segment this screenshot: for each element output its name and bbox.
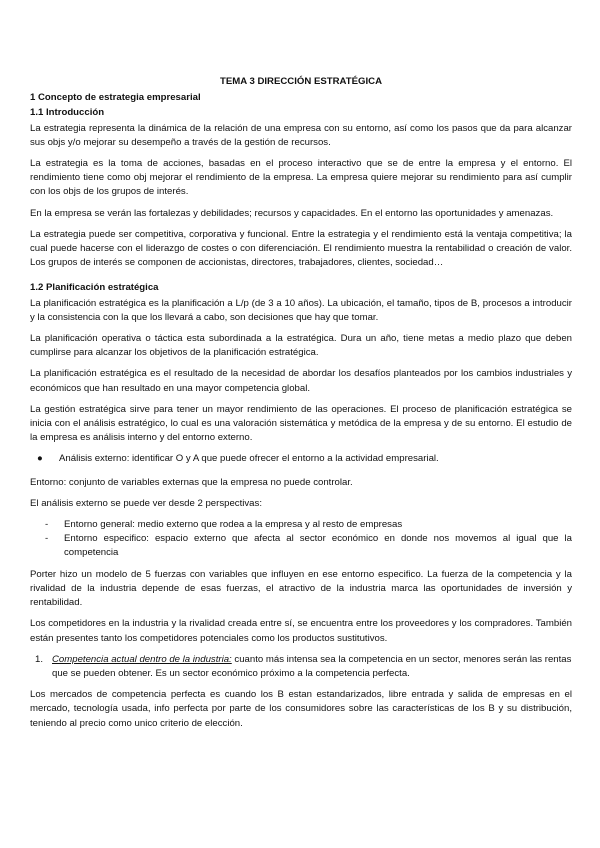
bullet-list <box>30 452 572 466</box>
paragraph-tipos-estrategia: La estrategia puede ser competitiva, corporativa y funcional. Entre la estrategia y el rendimiento está la ventaja competitiva; la cual puede hacerse con el liderazgo de costes o con diferenciación. El rendimiento muestra la rentabilidad o creación de valor. Los grupos de interés se componen de accionistas, directores, trabajadores, clientes, sociedad… <box>30 228 572 269</box>
numbered-term: Competencia actual dentro de la industria: <box>52 653 232 665</box>
paragraph-desafios: La planificación estratégica es el resultado de la necesidad de abordar los desafíos planteados por los cambios industriales y económicos que han resultado en una mayor competencia global. <box>30 368 572 394</box>
list-item <box>30 532 572 560</box>
document-page <box>30 75 572 738</box>
list-item <box>30 653 572 681</box>
paragraph-competidores: Los competidores en la industria y la rivalidad creada entre sí, se encuentra entre los proveedores y los compradores. También están presentes tanto los competidores potenciales como los productos sustitutivos. <box>30 618 572 644</box>
list-number: 1. <box>35 653 44 665</box>
numbered-list <box>30 653 572 681</box>
paragraph-planificacion-operativa: La planificación operativa o táctica esta subordinada a la estratégica. Dura un año, tiene metas a medio plazo que deben cumplirse para alcanzar los objetivos de la planificación estratégica. <box>30 333 572 359</box>
paragraph-porter: Porter hizo un modelo de 5 fuerzas con variables que influyen en ese entorno especifico. La fuerza de la competencia y la rivalidad de la industria depende de esas fuerzas, el atractivo de la industria marca las oportunidades de inversión y rentabilidad. <box>30 568 572 609</box>
paragraph-entorno-definicion: Entorno: conjunto de variables externas que la empresa no puede controlar. <box>30 476 353 488</box>
paragraph-planificacion-lp: La planificación estratégica es la planificación a L/p (de 3 a 10 años). La ubicación, el tamaño, tipos de B, procesos a introducir y la consistencia con la que los llevará a cabo, son decisiones que hay que tomar. <box>30 297 572 323</box>
bullet-icon: ● <box>37 453 43 465</box>
numbered-text: cuanto más intensa sea la competencia en un sector, menores serán las rentas que se pueden obtener. Es un sector económico próximo a la competencia perfecta. <box>52 653 572 679</box>
dash-icon: - <box>45 519 49 531</box>
paragraph-estrategia-dinamica: La estrategia representa la dinámica de la relación de una empresa con su entorno, así como los pasos que da para alcanzar sus objs y/o mejorar su desempeño a través de la gestión de recursos. <box>30 122 572 148</box>
bullet-text: Análisis externo: identificar O y A que puede ofrecer el entorno a la actividad empresarial. <box>59 453 439 465</box>
subsection-heading-1-2: 1.2 Planificación estratégica <box>30 282 159 294</box>
paragraph-mercados: Los mercados de competencia perfecta es cuando los B estan estandarizados, libre entrada y salida de empresas en el mercado, tecnología usada, info perfecta por parte de los consumidores sobre las características de los B y su distribución, teniendo al precio como unico criterio de elección. <box>30 689 572 729</box>
paragraph-gestion-estrategica: La gestión estratégica sirve para tener un mayor rendimiento de las operaciones. El proceso de planificación estratégica se inicia con el análisis estratégico, lo cual es una valoración sistemática y metódica de la empresa y de su entorno. El estudio de la empresa es análisis interno y del entorno externo. <box>30 403 572 444</box>
paragraph-perspectivas: El análisis externo se puede ver desde 2 perspectivas: <box>30 497 262 509</box>
subsection-heading-1-1: 1.1 Introducción <box>30 107 105 119</box>
list-item <box>30 518 572 532</box>
section-heading-1: 1 Concepto de estrategia empresarial <box>30 92 201 104</box>
dash-text: Entorno especifico: espacio externo que afecta al sector económico en donde nos movemos al igual que la competencia <box>64 533 572 559</box>
dash-icon: - <box>45 533 49 545</box>
paragraph-toma-de-acciones: La estrategia es la toma de acciones, basadas en el proceso interactivo que se de entre la empresa y el entorno. El rendimiento tiene como obj mejorar el rendimiento de la empresa. La empresa quiere mejorar su rendimiento para así cumplir con los objs de los grupos de interés. <box>30 158 572 198</box>
dash-text: Entorno general: medio externo que rodea a la empresa y al resto de empresas <box>64 519 403 531</box>
dash-list <box>30 518 572 561</box>
list-item <box>30 452 572 466</box>
paragraph-fortalezas: En la empresa se verán las fortalezas y debilidades; recursos y capacidades. En el entorno las oportunidades y amenazas. <box>30 207 554 219</box>
document-title: TEMA 3 DIRECCIÓN ESTRATÉGICA <box>219 76 383 87</box>
